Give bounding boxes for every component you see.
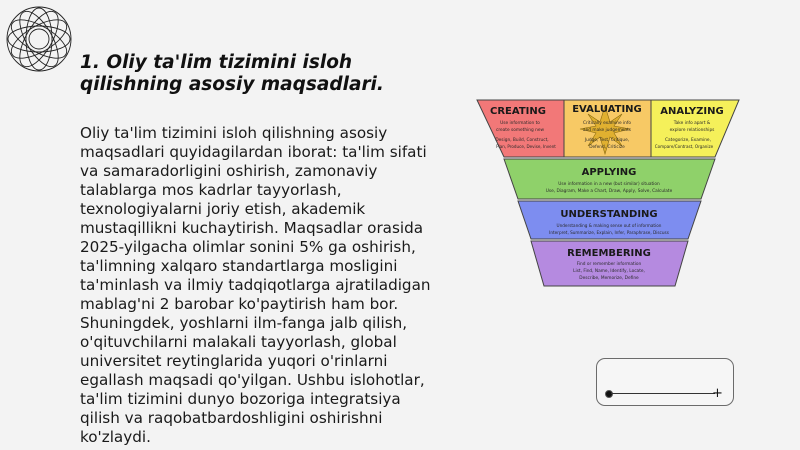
applying-line: Use information in a new (but similar) situation <box>558 182 660 187</box>
slide-title: 1. Oliy ta'lim tizimini isloh qilishning asosiy maqsadlari. <box>80 52 384 95</box>
analyzing-line: Compare/Contrast, Organize <box>654 144 714 149</box>
evaluating-label: EVALUATING <box>572 104 642 115</box>
evaluating-line: Critically examine info <box>582 121 632 126</box>
remembering-line: Find or remember information <box>576 262 642 267</box>
applying-label: APPLYING <box>581 167 637 178</box>
analyzing-line: explore relationships <box>669 128 715 133</box>
creating-label: CREATING <box>490 106 546 117</box>
understanding-line: Understanding & making sense out of information <box>556 223 662 228</box>
evaluating-line: and make judgements <box>582 128 632 133</box>
creating-line: create something new <box>495 128 545 133</box>
spirograph-logo-icon <box>4 4 74 74</box>
understanding-line: Interpret, Summarize, Explain, Infer, Paraphrase, Discuss <box>549 230 669 235</box>
evaluating-line: Judge, Test, Critique, <box>584 138 630 143</box>
creating-line: Plan, Produce, Devise, Invent <box>496 144 556 149</box>
media-player-control[interactable] <box>596 358 734 406</box>
crosshair-plus-icon[interactable]: + <box>712 386 723 401</box>
analyzing-line: Take info apart & <box>673 121 711 126</box>
analyzing-line: Categorize, Examine, <box>665 138 711 143</box>
slide-body-text: Oliy ta'lim tizimini isloh qilishning asosiy maqsadlari quyidagilardan iborat: ta'lim sifati va samaradorligini oshirish, zamonaviy talablarga mos kadrlar tayyorlash, texnologiyalarni joriy etish, akademik mustaqillikni kuchaytirish. Maqsadlar orasida 2025-yilgacha olimlar sonini 5% ga oshirish, ta'limning xalqaro standartlarga mosligini ta'minlash va ilmiy tadqiqotlarga ajratiladigan mablag'ni 2 barobar ko'paytirish ham bor. Shuningdek, yoshlarni ilm-fanga jalb qilish, o'qituvchilarni malakali tayyorlash, global universitet reytinglarida yuqori o'rinlarni egallash maqsadi qo'yilgan. Ushbu islohotlar, ta'lim tizimini dunyo bozoriga integratsiya qilish va raqobatbardoshligini oshirishni ko'zlaydi. <box>80 124 431 446</box>
evaluating-line: Defend, Criticize <box>589 145 625 150</box>
blooms-taxonomy-pyramid <box>470 96 770 296</box>
understanding-label: UNDERSTANDING <box>560 209 658 220</box>
creating-line: Use information to <box>500 121 540 126</box>
progress-track[interactable] <box>611 393 715 394</box>
applying-line: Use, Diagram, Make a Chart, Draw, Apply, Solve, Calculate <box>545 189 673 194</box>
remembering-line: List, Find, Name, Identify, Locate, <box>573 269 645 274</box>
remembering-line: Describe, Memorize, Define <box>579 276 639 281</box>
record-dot-icon[interactable] <box>605 390 613 398</box>
analyzing-label: ANALYZING <box>660 106 724 117</box>
remembering-label: REMEMBERING <box>567 248 651 259</box>
creating-line: Design, Build, Construct, <box>495 138 549 143</box>
